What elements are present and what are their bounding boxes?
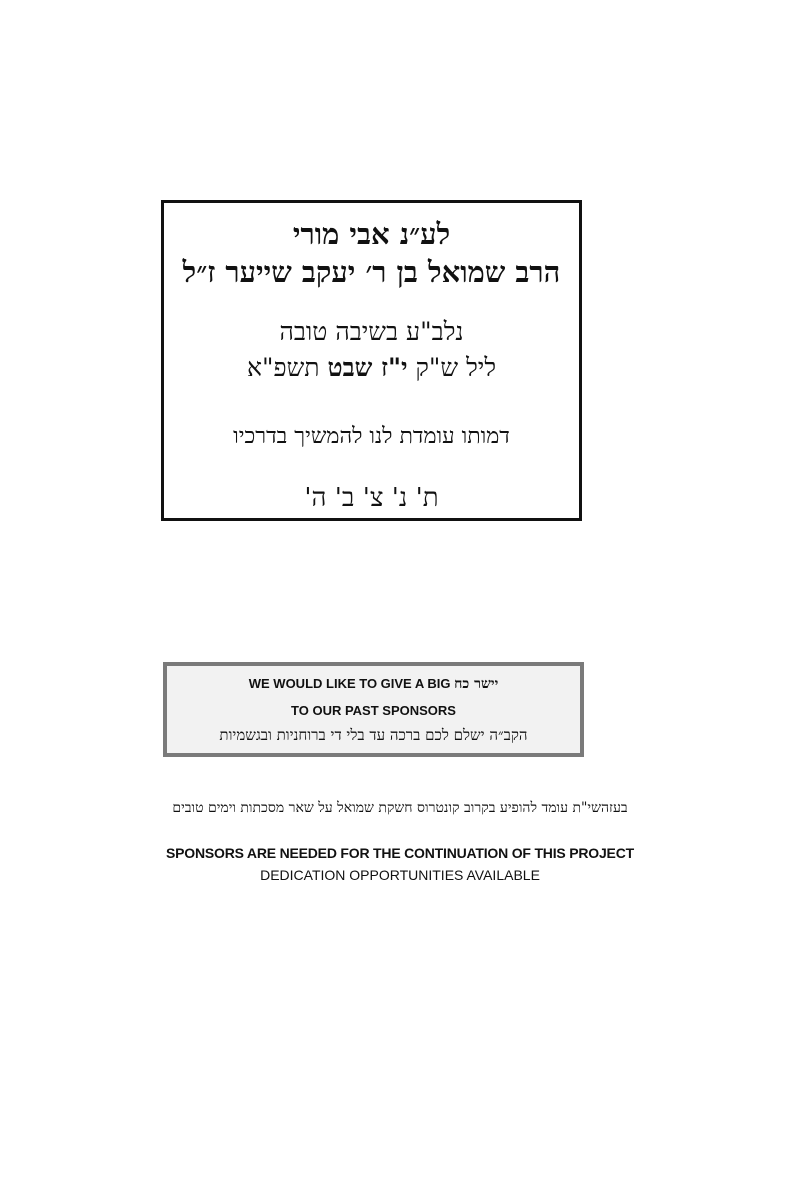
sponsors-needed-heading: SPONSORS ARE NEEDED FOR THE CONTINUATION OF THIS PROJECT [166, 845, 634, 861]
memorial-initials: ת' נ' צ' ב' ה' [304, 483, 439, 513]
thanks-line2: TO OUR PAST SPONSORS [291, 703, 456, 718]
memorial-dedication-box [161, 200, 582, 521]
memorial-date-bold: י"ז שבט [327, 353, 408, 382]
sponsor-thanks-box [163, 662, 584, 757]
memorial-title-line1: לע״נ אבי מורי [292, 217, 451, 251]
thanks-line1 [167, 676, 580, 693]
thanks-blessing: הקב״ה ישלם לכם ברכה עד בלי די ברוחניות ובגשמיות [219, 726, 528, 744]
memorial-date-prefix: ליל ש"ק [407, 353, 497, 382]
memorial-legacy-line: דמותו עומדת לנו להמשיך בדרכיו [233, 424, 510, 449]
memorial-passing-note: נלב"ע בשיבה טובה [279, 317, 464, 346]
thanks-line1-english: WE WOULD LIKE TO GIVE A BIG [248, 676, 455, 691]
upcoming-publication-note: בעזהשי"ת עומד להופיע בקרוב קונטרוס חשקת שמואל על שאר מסכתות וימים טובים [172, 800, 628, 816]
memorial-date-suffix: תשפ"א [246, 353, 328, 382]
memorial-date-line [164, 353, 579, 383]
thanks-line1-hebrew: יישר כח [454, 676, 499, 692]
memorial-title-line2: הרב שמואל בן ר׳ יעקב שייער ז״ל [182, 255, 561, 289]
dedication-opportunities: DEDICATION OPPORTUNITIES AVAILABLE [260, 867, 540, 883]
